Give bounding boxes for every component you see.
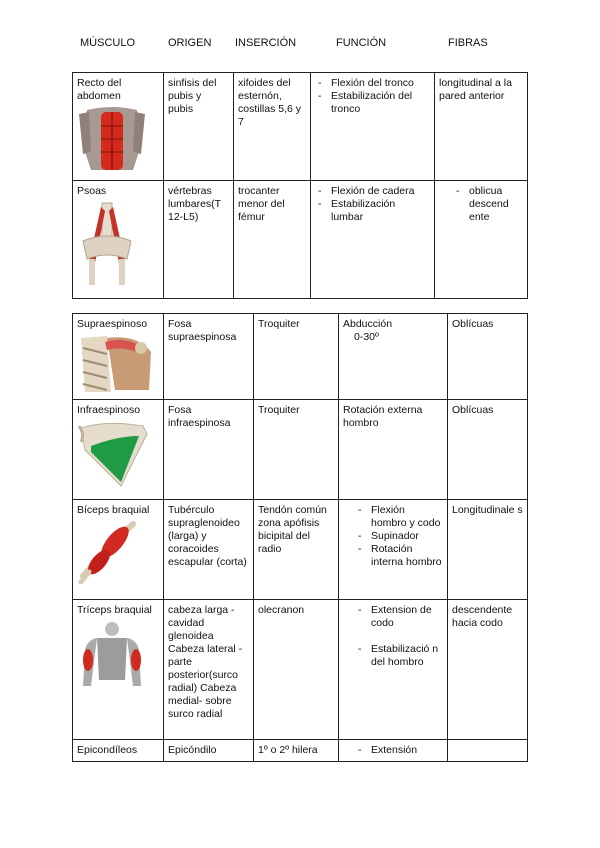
muscle-name: Psoas: [77, 185, 107, 197]
muscle-name: Bíceps braquial: [77, 504, 150, 516]
header-insertion: INSERCIÓN: [235, 37, 297, 49]
table-row: [73, 181, 528, 299]
muscle-table-trunk: [72, 72, 528, 299]
function-cell: [311, 73, 435, 181]
insertion-cell: trocanter menor del fémur: [234, 181, 311, 299]
function-list: [315, 77, 430, 116]
function-cell: [339, 740, 448, 762]
header-fibers: FIBRAS: [448, 37, 488, 49]
list-item: - Extensión: [355, 744, 443, 757]
function-list: [355, 504, 443, 569]
header-muscle: MÚSCULO: [80, 37, 136, 49]
function-range: 0-30º: [354, 331, 379, 343]
muscle-name: Infraespinoso: [77, 404, 141, 416]
list-item: - Extension de codo: [355, 604, 443, 630]
list-item: - Estabilizació n del hombro: [355, 643, 443, 669]
triceps-muscle-image: [77, 620, 147, 692]
origin-cell: Fosa supraespinosa: [164, 314, 254, 400]
muscle-cell: Epicondíleos: [73, 740, 164, 762]
list-item: - Supinador: [355, 530, 443, 543]
table-row: [73, 600, 528, 740]
list-item: - Flexión hombro y codo: [355, 504, 443, 530]
muscle-cell: [73, 400, 164, 500]
list-item: - Rotación interna hombro: [355, 543, 443, 569]
muscle-cell: [73, 500, 164, 600]
origin-cell: Fosa infraespinosa: [164, 400, 254, 500]
fibers-cell: Oblícuas: [448, 400, 528, 500]
table-row: [73, 73, 528, 181]
origin-cell: Epicóndilo: [164, 740, 254, 762]
fibers-cell: Longitudinale s: [448, 500, 528, 600]
muscle-name: Recto del abdomen: [77, 77, 122, 102]
abdominal-muscle-image: [77, 106, 147, 172]
fibers-cell: descendente hacia codo: [448, 600, 528, 740]
origin-cell: cabeza larga - cavidad glenoidea Cabeza lateral - parte posterior(surco radial) Cabeza medial- sobre surco radial: [164, 600, 254, 740]
list-item: - oblicua descend ente: [453, 185, 523, 224]
muscle-cell: [73, 600, 164, 740]
muscle-cell: [73, 73, 164, 181]
function-cell: Rotación externa hombro: [339, 400, 448, 500]
fibers-cell: longitudinal a la pared anterior: [435, 73, 528, 181]
table-row: [73, 500, 528, 600]
insertion-cell: xifoides del esternón, costillas 5,6 y 7: [234, 73, 311, 181]
function-cell: [339, 314, 448, 400]
muscle-cell: [73, 181, 164, 299]
function-cell: [339, 600, 448, 740]
list-item: - Flexión del tronco: [315, 77, 430, 90]
fibers-cell: Oblícuas: [448, 314, 528, 400]
psoas-muscle-image: [77, 201, 137, 287]
muscle-name: Tríceps braquial: [77, 604, 152, 616]
infraspinatus-muscle-image: [77, 420, 151, 488]
table-row: [73, 400, 528, 500]
table-row: [73, 740, 528, 762]
fibers-cell: [435, 181, 528, 299]
function-cell: [311, 181, 435, 299]
header-function: FUNCIÓN: [336, 37, 387, 49]
function-cell: [339, 500, 448, 600]
origin-cell: Tubérculo supraglenoideo (larga) y coracoides escapular (corta): [164, 500, 254, 600]
insertion-cell: 1º o 2º hilera: [254, 740, 339, 762]
table-row: [73, 314, 528, 400]
biceps-muscle-image: [77, 520, 137, 584]
insertion-cell: olecranon: [254, 600, 339, 740]
muscle-name: Supraespinoso: [77, 318, 148, 330]
header-origin: ORIGEN: [168, 37, 212, 49]
function-list: [355, 604, 443, 669]
list-item: - Estabilización del tronco: [315, 90, 430, 116]
list-item: - Flexión de cadera: [315, 185, 430, 198]
insertion-cell: Troquiter: [254, 400, 339, 500]
muscle-table-upper-limb: [72, 313, 528, 762]
fibers-cell: [448, 740, 528, 762]
insertion-cell: Tendón común zona apófisis bicipital del radio: [254, 500, 339, 600]
origin-cell: vértebras lumbares(T 12-L5): [164, 181, 234, 299]
fibers-list: [453, 185, 523, 224]
function-list: [355, 744, 443, 757]
list-item: - Estabilización lumbar: [315, 198, 430, 224]
function-text: Abducción: [343, 318, 393, 330]
function-list: [315, 185, 430, 224]
supraspinatus-muscle-image: [77, 334, 153, 394]
insertion-cell: Troquiter: [254, 314, 339, 400]
origin-cell: sinfisis del pubis y pubis: [164, 73, 234, 181]
muscle-cell: [73, 314, 164, 400]
